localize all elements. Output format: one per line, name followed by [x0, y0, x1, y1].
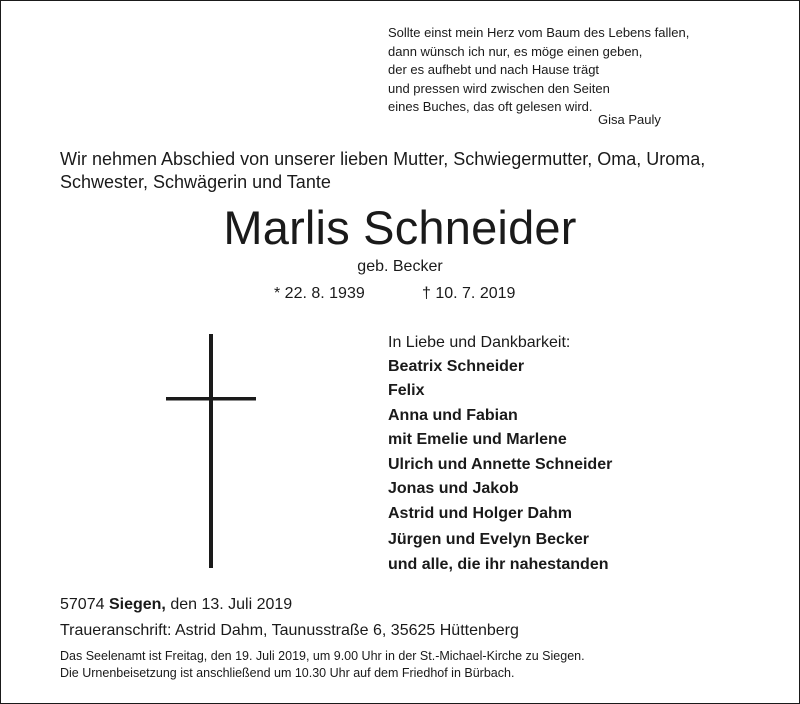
mourner-group	[388, 404, 768, 451]
poem-line: und pressen wird zwischen den Seiten	[388, 80, 610, 96]
mourning-address: Traueranschrift: Astrid Dahm, Taunusstraße 6, 35625 Hüttenberg	[60, 622, 519, 639]
notice-date: den 13. Juli 2019	[170, 596, 293, 613]
mourner-name: Jonas und Jakob	[388, 479, 519, 497]
intro-text	[60, 148, 760, 194]
poem-line: Sollte einst mein Herz vom Baum des Lebens fallen,	[388, 25, 690, 40]
mourner-group	[388, 453, 768, 500]
poem-line: der es aufhebt und nach Hause trägt	[388, 62, 600, 78]
latin-cross-icon	[166, 334, 256, 568]
maiden-name: geb. Becker	[357, 258, 443, 275]
mourner-group	[388, 528, 768, 552]
mourner-group	[388, 355, 768, 402]
city: Siegen,	[108, 596, 166, 613]
poem	[388, 24, 758, 117]
mourner-group	[388, 502, 768, 526]
mourner-name: und alle, die ihr nahestanden	[388, 556, 609, 573]
mourners-heading: In Liebe und Dankbarkeit:	[388, 334, 571, 351]
postcode: 57074	[60, 596, 105, 613]
death-date: † 10. 7. 2019	[422, 285, 516, 302]
mourner-name: Anna und Fabian	[388, 407, 518, 424]
deceased-name: Marlis Schneider	[223, 201, 577, 254]
birth-date: * 22. 8. 1939	[274, 285, 365, 302]
poem-line: dann wünsch ich nur, es möge einen geben,	[388, 43, 643, 59]
poem-author: Gisa Pauly	[598, 112, 661, 127]
intro-line-1: Wir nehmen Abschied von unserer lieben Mutter, Schwiegermutter, Oma, Uroma,	[60, 149, 706, 169]
mourner-name: Astrid und Holger Dahm	[388, 505, 573, 522]
place-and-date	[60, 594, 292, 616]
mourner-name: Ulrich und Annette Schneider	[388, 456, 613, 473]
poem-line: eines Buches, das oft gelesen wird.	[388, 99, 593, 115]
intro-line-2: Schwester, Schwägerin und Tante	[60, 172, 331, 192]
requiem-note: Das Seelenamt ist Freitag, den 19. Juli 2019, um 9.00 Uhr in der St.-Michael-Kirche zu Siegen.	[60, 649, 585, 663]
mourner-group	[388, 553, 768, 577]
mourner-name: Felix	[388, 381, 425, 399]
mourner-name: mit Emelie und Marlene	[388, 430, 567, 448]
service-notes	[60, 648, 744, 682]
mourner-name: Beatrix Schneider	[388, 358, 525, 375]
burial-note: Die Urnenbeisetzung ist anschließend um 10.30 Uhr auf dem Friedhof in Bürbach.	[60, 666, 515, 680]
mourner-name: Jürgen und Evelyn Becker	[388, 530, 589, 548]
mourners-list	[388, 355, 768, 579]
